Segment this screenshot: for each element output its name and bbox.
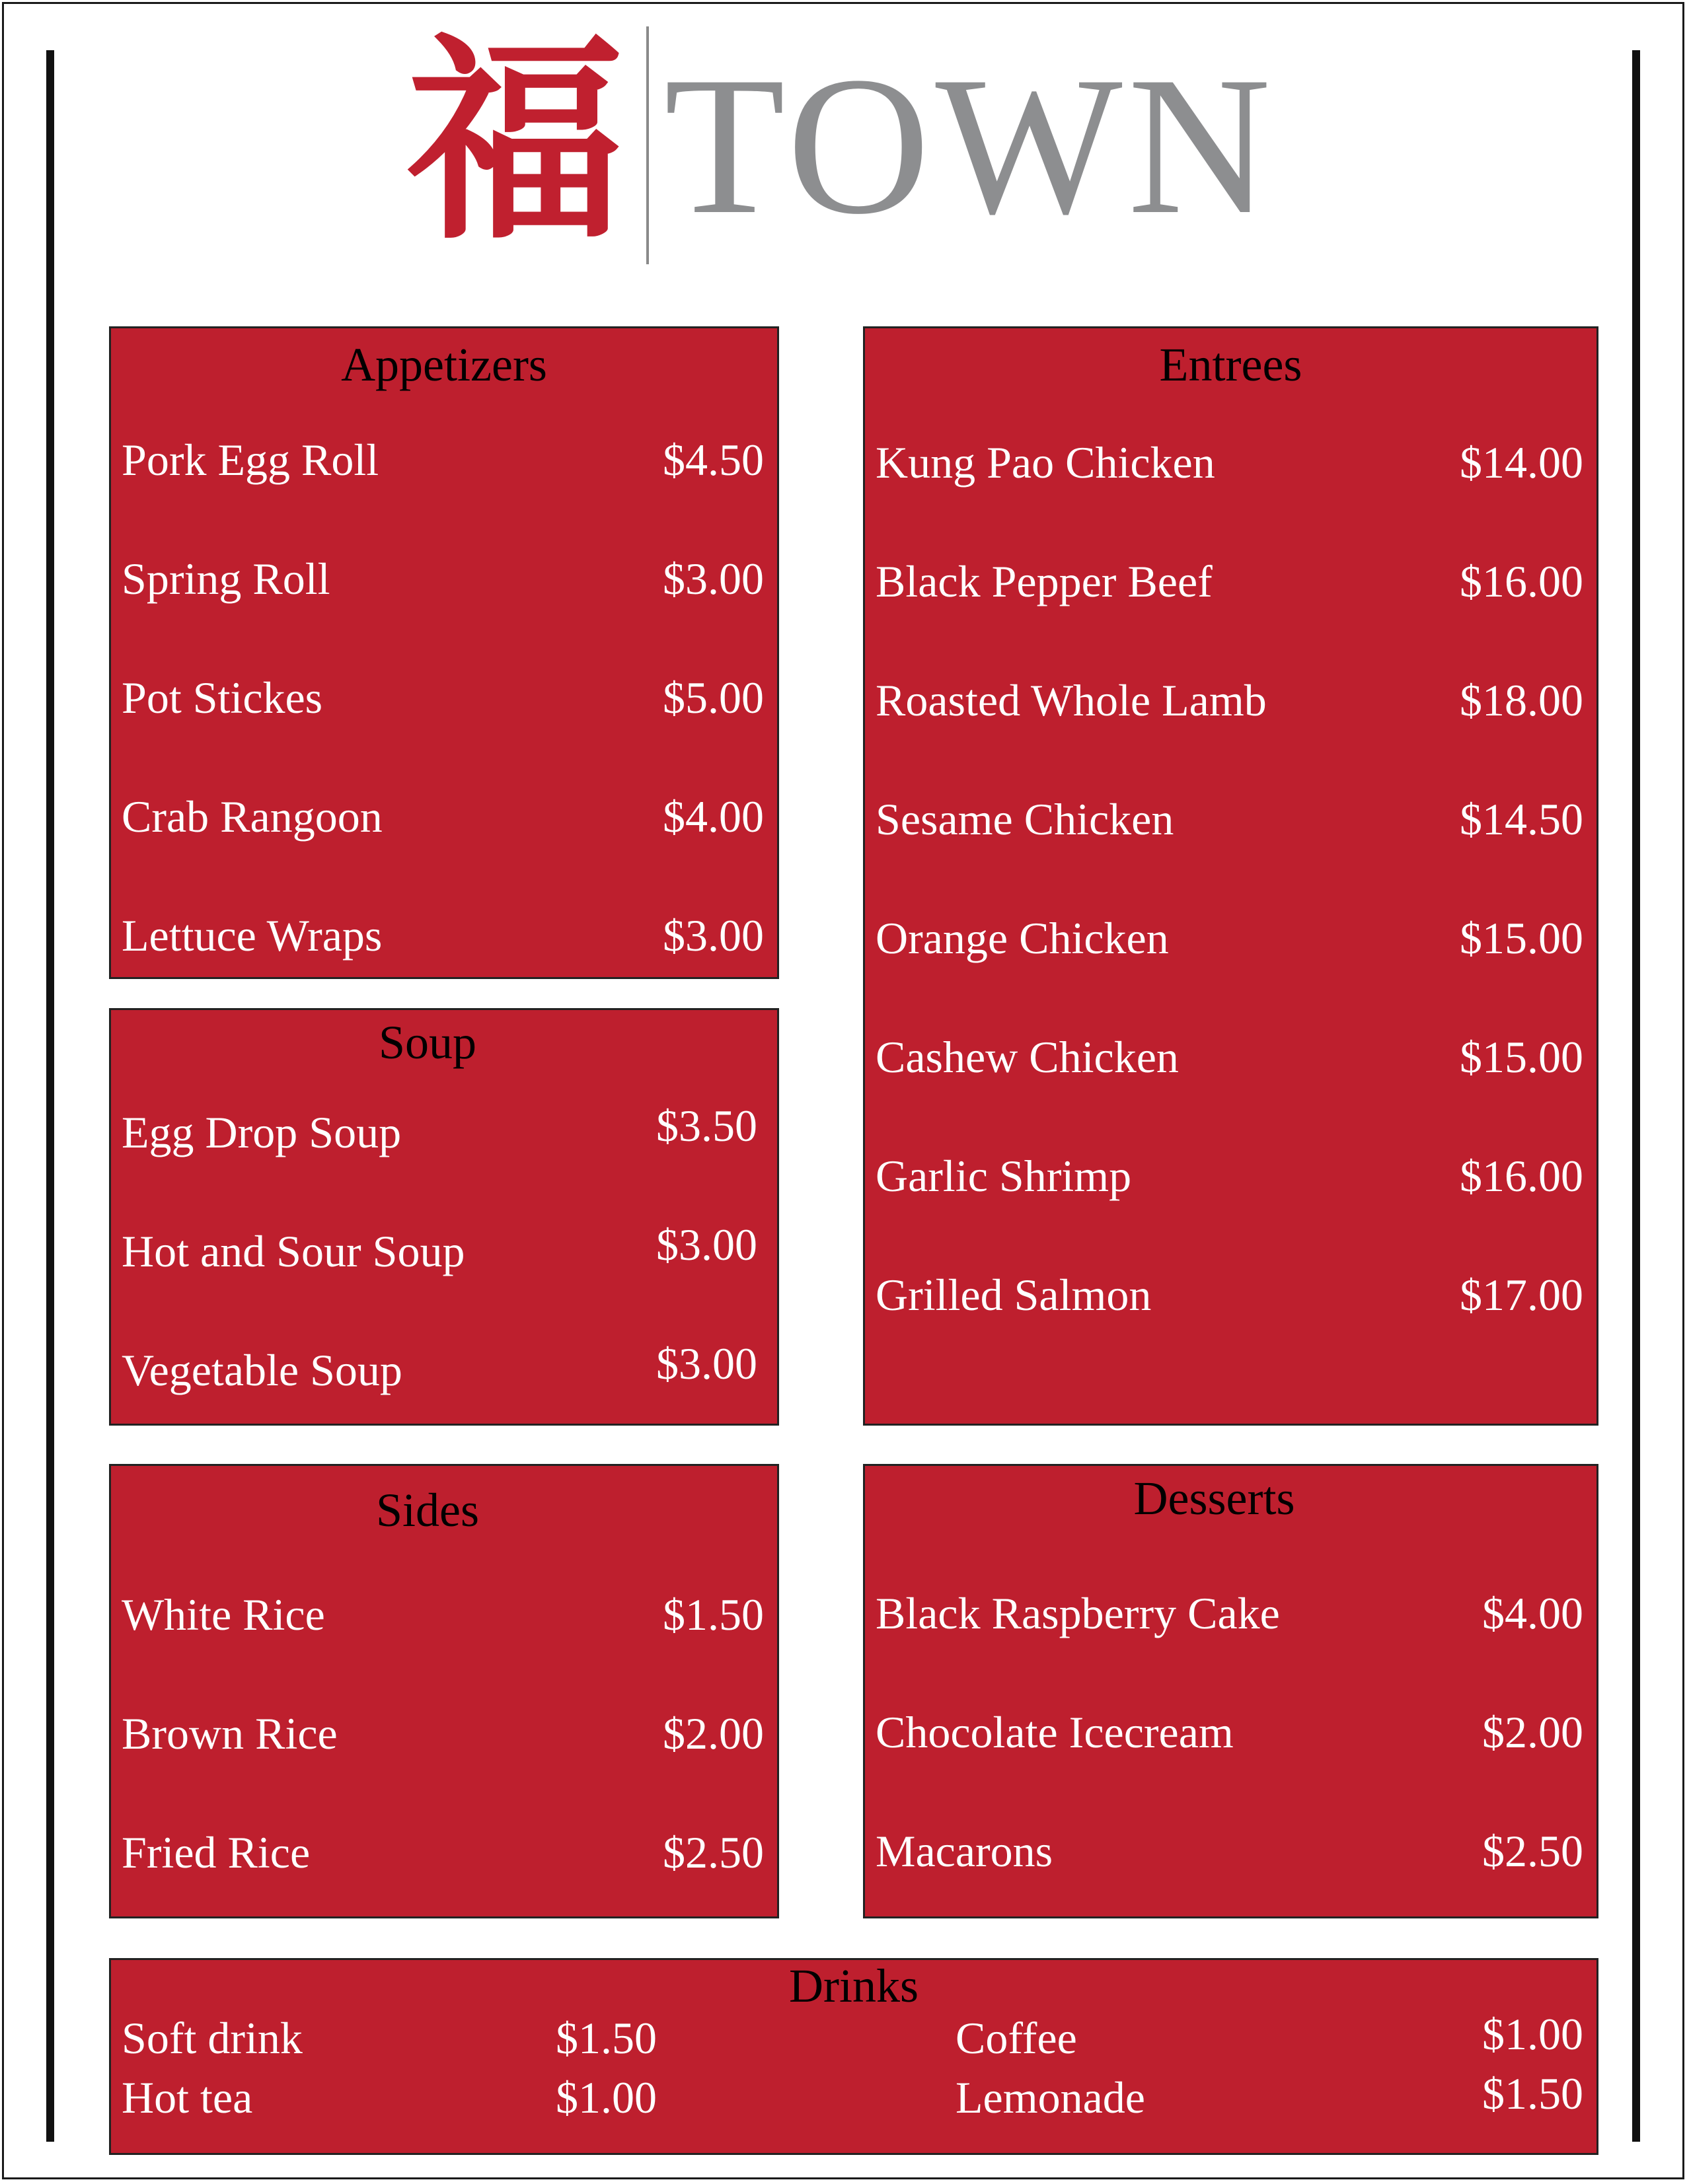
item-name: Black Pepper Beef bbox=[876, 556, 1213, 606]
item-name: White Rice bbox=[122, 1589, 325, 1640]
menu-item bbox=[122, 906, 764, 965]
menu-item bbox=[876, 1146, 1583, 1206]
menu-item bbox=[876, 1265, 1583, 1325]
appetizers-title: Appetizers bbox=[341, 338, 547, 391]
item-price: $3.00 bbox=[663, 910, 764, 961]
item-name: Orange Chicken bbox=[876, 913, 1169, 963]
item-name: Soft drink bbox=[122, 2013, 303, 2063]
item-name: Brown Rice bbox=[122, 1708, 338, 1759]
menu-item bbox=[122, 430, 764, 490]
right-border-bar bbox=[1632, 50, 1640, 2142]
menu-item bbox=[122, 1215, 764, 1274]
desserts-title: Desserts bbox=[1133, 1472, 1295, 1525]
menu-item bbox=[122, 549, 764, 608]
item-name: Lemonade bbox=[956, 2072, 1145, 2123]
drinks-title: Drinks bbox=[789, 1959, 919, 2012]
menu-item bbox=[122, 668, 764, 727]
item-price: $4.00 bbox=[663, 791, 764, 842]
item-price: $16.00 bbox=[1460, 556, 1583, 606]
item-price: $2.00 bbox=[663, 1708, 764, 1759]
item-name: Lettuce Wraps bbox=[122, 910, 383, 961]
drink-item bbox=[122, 2071, 657, 2124]
item-price: $14.50 bbox=[1460, 794, 1583, 844]
item-price: $4.50 bbox=[663, 435, 764, 485]
item-price: $2.50 bbox=[663, 1827, 764, 1877]
sides-section bbox=[109, 1464, 779, 1918]
entrees-section bbox=[863, 326, 1598, 1426]
item-price: $17.00 bbox=[1460, 1270, 1583, 1320]
item-name: Grilled Salmon bbox=[876, 1270, 1152, 1320]
drinks-section bbox=[109, 1958, 1598, 2155]
menu-item bbox=[876, 1583, 1583, 1643]
sides-title: Sides bbox=[375, 1484, 480, 1537]
item-price: $3.00 bbox=[656, 1219, 757, 1270]
menu-item bbox=[122, 1096, 764, 1155]
item-name: Chocolate Icecream bbox=[876, 1707, 1234, 1757]
item-price: $1.00 bbox=[556, 2072, 657, 2123]
entrees-title: Entrees bbox=[1159, 338, 1302, 391]
item-price: $2.50 bbox=[1482, 1826, 1583, 1876]
item-name: Sesame Chicken bbox=[876, 794, 1174, 844]
menu-item bbox=[122, 1704, 764, 1763]
soup-section bbox=[109, 1008, 779, 1426]
drink-item bbox=[122, 2012, 657, 2064]
item-name: Pot Stickes bbox=[122, 673, 323, 723]
item-price: $14.00 bbox=[1460, 437, 1583, 488]
item-price: $16.00 bbox=[1460, 1151, 1583, 1201]
item-name: Coffee bbox=[956, 2013, 1077, 2063]
item-price: $1.50 bbox=[1482, 2068, 1583, 2119]
menu-item bbox=[876, 1702, 1583, 1762]
menu-item bbox=[876, 1821, 1583, 1881]
item-price: $1.50 bbox=[556, 2013, 657, 2063]
item-name: Kung Pao Chicken bbox=[876, 437, 1215, 488]
menu-item bbox=[876, 1027, 1583, 1087]
menu-item bbox=[876, 908, 1583, 968]
item-price: $15.00 bbox=[1460, 1032, 1583, 1082]
logo-divider bbox=[646, 26, 649, 264]
drink-item bbox=[956, 2009, 1583, 2064]
item-name: Garlic Shrimp bbox=[876, 1151, 1132, 1201]
restaurant-name: TOWN bbox=[664, 36, 1277, 255]
soup-title: Soup bbox=[378, 1016, 477, 1069]
item-name: Egg Drop Soup bbox=[122, 1107, 402, 1157]
menu-item bbox=[876, 552, 1583, 611]
menu-item bbox=[122, 787, 764, 846]
menu-item bbox=[122, 1823, 764, 1882]
item-name: Vegetable Soup bbox=[122, 1345, 402, 1395]
menu-item bbox=[122, 1585, 764, 1644]
appetizers-section bbox=[109, 326, 779, 979]
item-price: $2.00 bbox=[1482, 1707, 1583, 1757]
menu-item bbox=[122, 1334, 764, 1393]
item-name: Hot and Sour Soup bbox=[122, 1226, 465, 1276]
item-name: Macarons bbox=[876, 1826, 1053, 1876]
item-price: $1.00 bbox=[1482, 2009, 1583, 2059]
item-name: Fried Rice bbox=[122, 1827, 311, 1877]
item-price: $5.00 bbox=[663, 673, 764, 723]
item-name: Black Raspberry Cake bbox=[876, 1588, 1280, 1638]
drink-item bbox=[956, 2068, 1583, 2124]
item-name: Roasted Whole Lamb bbox=[876, 675, 1267, 725]
item-name: Crab Rangoon bbox=[122, 791, 383, 842]
item-price: $3.00 bbox=[656, 1338, 757, 1389]
item-price: $15.00 bbox=[1460, 913, 1583, 963]
item-price: $18.00 bbox=[1460, 675, 1583, 725]
menu-item bbox=[876, 671, 1583, 730]
fu-character-logo: 福 bbox=[406, 15, 624, 269]
item-price: $3.50 bbox=[656, 1101, 757, 1151]
item-name: Pork Egg Roll bbox=[122, 435, 379, 485]
item-name: Hot tea bbox=[122, 2072, 253, 2123]
left-border-bar bbox=[46, 50, 54, 2142]
desserts-section bbox=[863, 1464, 1598, 1918]
menu-item bbox=[876, 789, 1583, 849]
item-name: Spring Roll bbox=[122, 554, 330, 604]
item-price: $4.00 bbox=[1482, 1588, 1583, 1638]
item-price: $1.50 bbox=[663, 1589, 764, 1640]
menu-item bbox=[876, 433, 1583, 492]
item-name: Cashew Chicken bbox=[876, 1032, 1179, 1082]
item-price: $3.00 bbox=[663, 554, 764, 604]
